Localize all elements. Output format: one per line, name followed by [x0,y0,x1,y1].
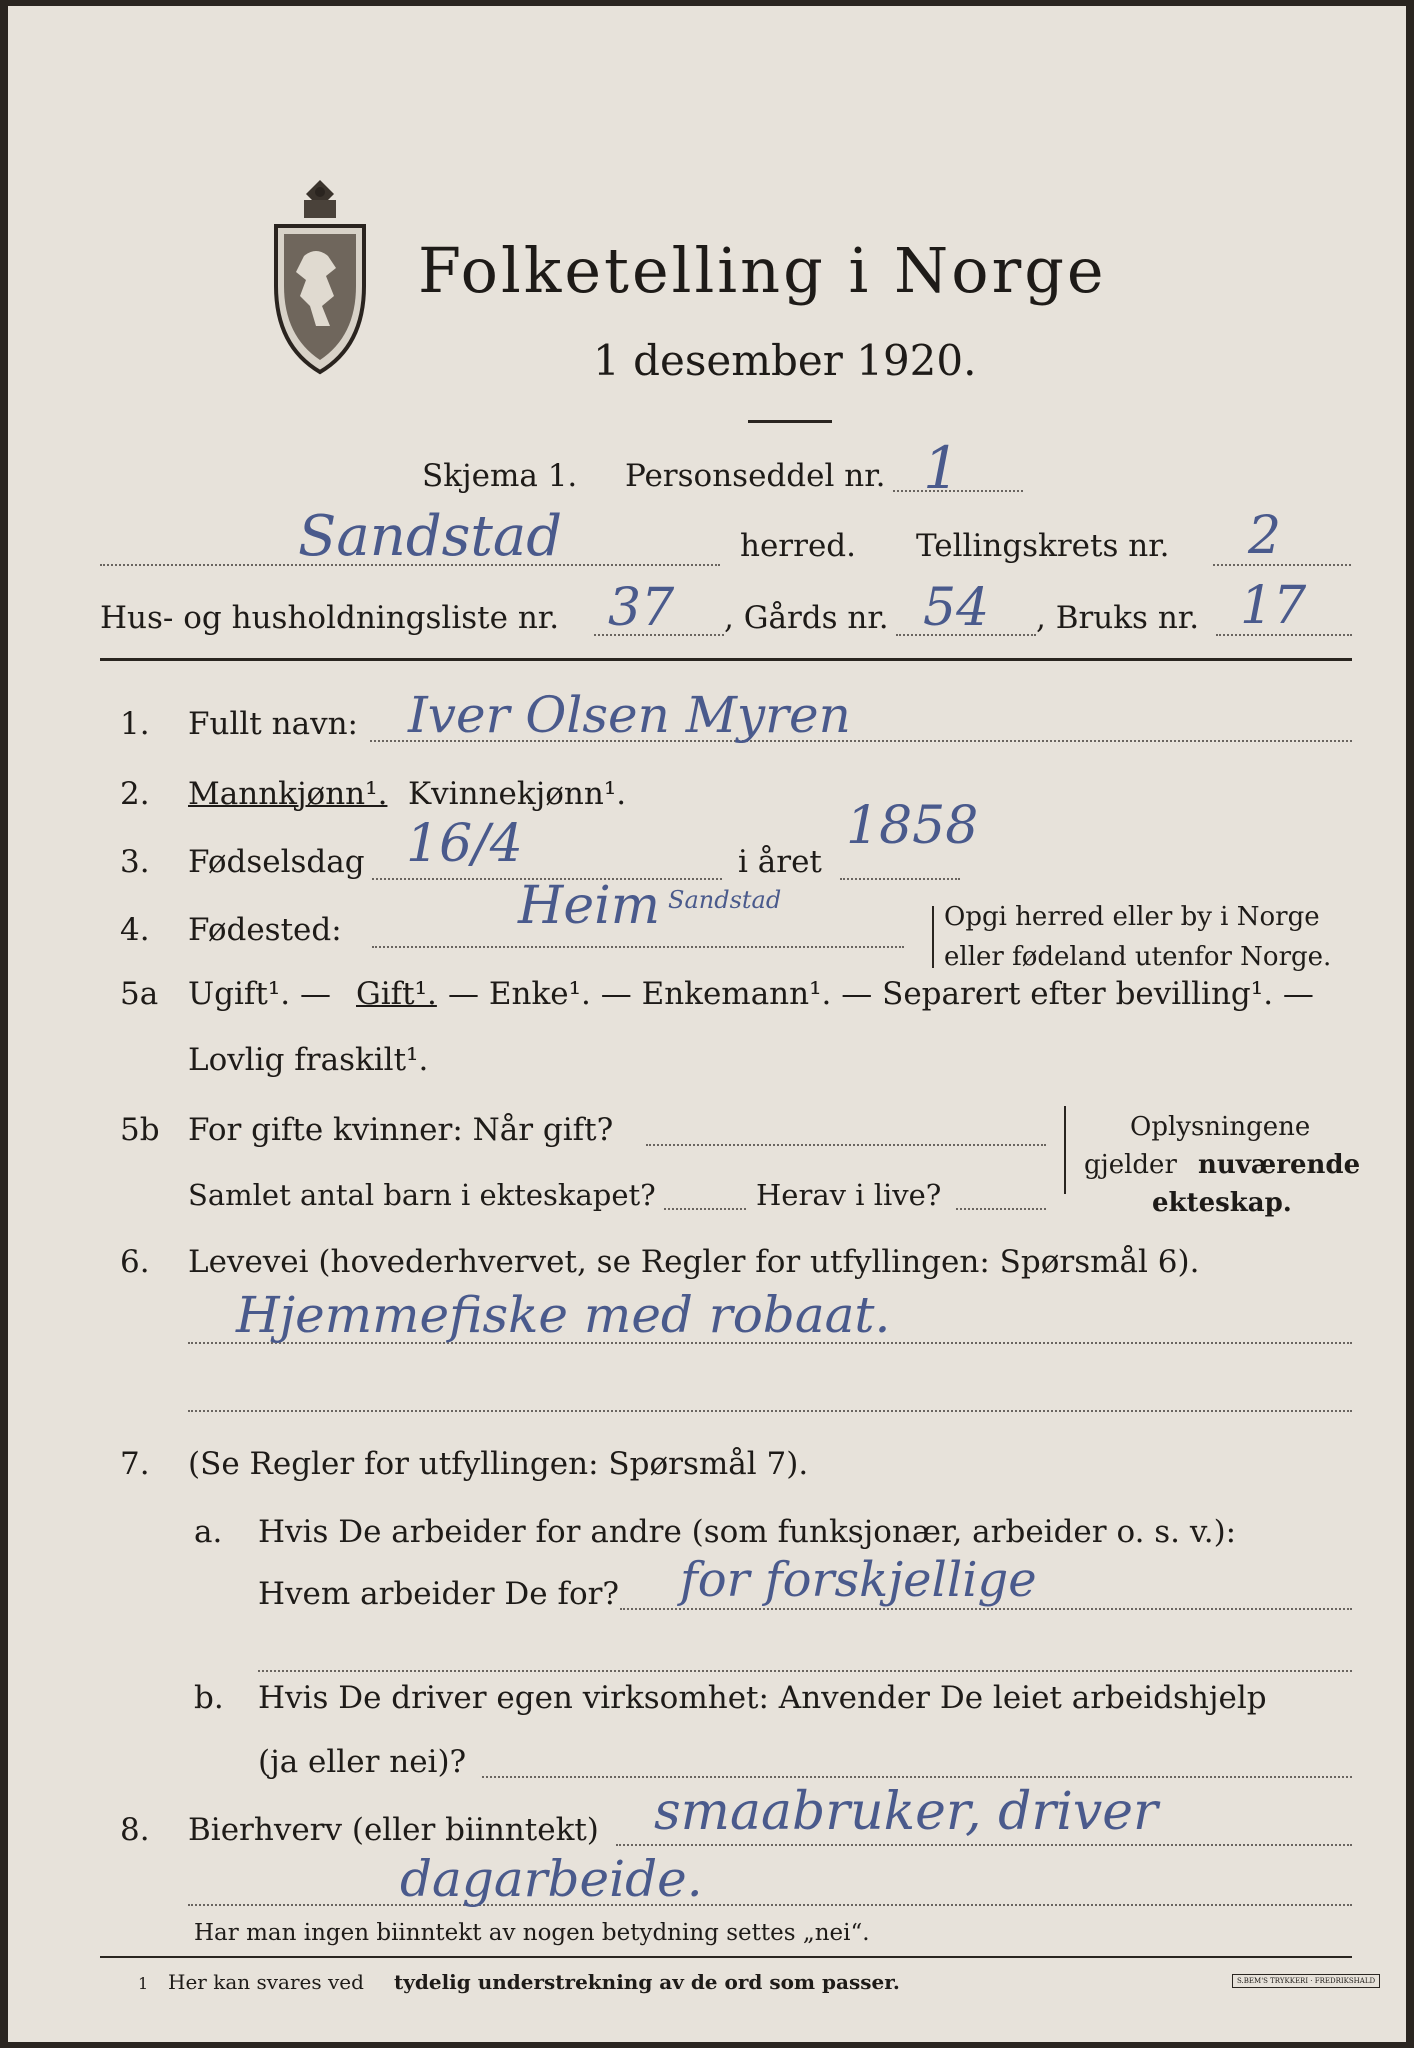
q3-year-value: 1858 [846,796,979,856]
q7a-letter: a. [194,1514,223,1550]
herred-value: Sandstad [298,504,563,569]
q8-field-line2 [188,1904,1352,1906]
q3-number: 3. [120,844,150,880]
q5b-note-line1: Oplysningene [1130,1112,1311,1142]
bruks-value: 17 [1240,576,1307,636]
q1-value: Iver Olsen Myren [408,686,851,744]
q6-value: Hjemmefiske med robaat. [236,1286,891,1344]
q4-note-line1: Opgi herred eller by i Norge [944,902,1320,932]
q6-label: Levevei (hovederhvervet, se Regler for utfyllingen: Spørsmål 6). [188,1244,1200,1280]
personseddel-label: Personseddel nr. [625,458,886,494]
q7a-question: Hvem arbeider De for? [258,1576,620,1612]
header-divider [100,658,1352,661]
q5b-label3: Herav i live? [756,1178,942,1212]
tellingskrets-value: 2 [1248,506,1282,566]
q1-number: 1. [120,706,150,742]
q3-day-value: 16/4 [406,814,523,874]
q6-number: 6. [120,1244,150,1280]
q3-label: Fødselsdag [188,844,365,880]
q5a-number: 5a [120,976,159,1012]
q5b-number: 5b [120,1112,160,1148]
q7a-text: Hvis De arbeider for andre (som funksjonær, arbeider o. s. v.): [258,1514,1237,1550]
coat-of-arms-icon [266,176,374,376]
title-divider [748,420,832,423]
q3-year-field-line [840,878,960,880]
q4-value: Heim [518,876,661,936]
gards-value: 54 [923,578,990,638]
q7a-field-line1 [620,1608,1352,1610]
q8-label: Bierhverv (eller biinntekt) [188,1812,599,1848]
q5b-note-line2b: nuværende [1198,1150,1361,1180]
q7-label: (Se Regler for utfyllingen: Spørsmål 7). [188,1446,809,1482]
q4-note-line2: eller fødeland utenfor Norge. [944,942,1332,972]
q4-field-line [372,946,904,948]
q7b-field-line [482,1776,1352,1778]
q8-value-line2: dagarbeide. [400,1850,703,1908]
herred-label: herred. [740,528,856,564]
q7a-value: for forskjellige [680,1552,1037,1608]
q6-field-line2 [188,1410,1352,1412]
q8-field-line1 [616,1844,1352,1846]
q5b-label1: For gifte kvinner: Når gift? [188,1112,614,1148]
q7-number: 7. [120,1446,150,1482]
hus-value: 37 [608,578,675,638]
q7a-field-line2 [258,1670,1352,1672]
q2-number: 2. [120,776,150,812]
q5a-options: — Enke¹. — Enkemann¹. — Separert efter bevilling¹. — [448,976,1314,1012]
q4-value-small: Sandstad [668,886,782,914]
footnote-text-b: tydelig understrekning av de ord som passer. [394,1970,900,1994]
q5a-ugift: Ugift¹. — [188,976,331,1012]
tellingskrets-label: Tellingskrets nr. [916,528,1170,564]
q5a-line2: Lovlig fraskilt¹. [188,1042,429,1078]
q5b-gift-field-line [646,1144,1046,1146]
q4-note-brace [932,906,934,968]
printer-stamp: S.BEM'S TRYKKERI · FREDRIKSHALD [1232,1974,1380,1988]
q1-label: Fullt navn: [188,706,358,742]
q5b-note-line3: ekteskap. [1152,1188,1292,1218]
q2-mannkjonn: Mannkjønn¹. [188,776,388,812]
bruks-label: , Bruks nr. [1036,600,1200,636]
q7b-text: Hvis De driver egen virksomhet: Anvender De leiet arbeidshjelp [258,1680,1267,1716]
q5a-gift: Gift¹. [356,976,437,1012]
q8-value-line1: smaabruker, driver [654,1782,1158,1842]
tellingskrets-field-line [1213,564,1351,566]
footer-note: Har man ingen biinntekt av nogen betydning settes „nei“. [194,1920,870,1946]
census-form [8,6,1406,2042]
q5b-note-brace [1064,1106,1066,1194]
gards-label: , Gårds nr. [724,600,889,636]
q4-number: 4. [120,912,150,948]
footnote-number: 1 [138,1974,149,1993]
footnote-rule [100,1956,1352,1958]
form-title: Folketelling i Norge [418,234,1107,307]
q7b-letter: b. [194,1680,224,1716]
q5b-label2: Samlet antal barn i ekteskapet? [188,1178,656,1212]
personseddel-value: 1 [923,434,960,502]
hus-label: Hus- og husholdningsliste nr. [100,600,560,636]
footnote-text-a: Her kan svares ved [168,1970,364,1994]
q5b-live-field-line [956,1208,1046,1210]
skjema-label: Skjema 1. [422,458,578,494]
q7b-question: (ja eller nei)? [258,1744,467,1780]
census-date: 1 desember 1920. [593,336,977,385]
q4-label: Fødested: [188,912,342,948]
q5b-note-line2: gjelder [1084,1150,1177,1180]
q2-kvinnekjonn: Kvinnekjønn¹. [408,776,627,812]
q8-number: 8. [120,1812,150,1848]
q3-year-label: i året [738,844,822,880]
q5b-barn-field-line [664,1208,746,1210]
